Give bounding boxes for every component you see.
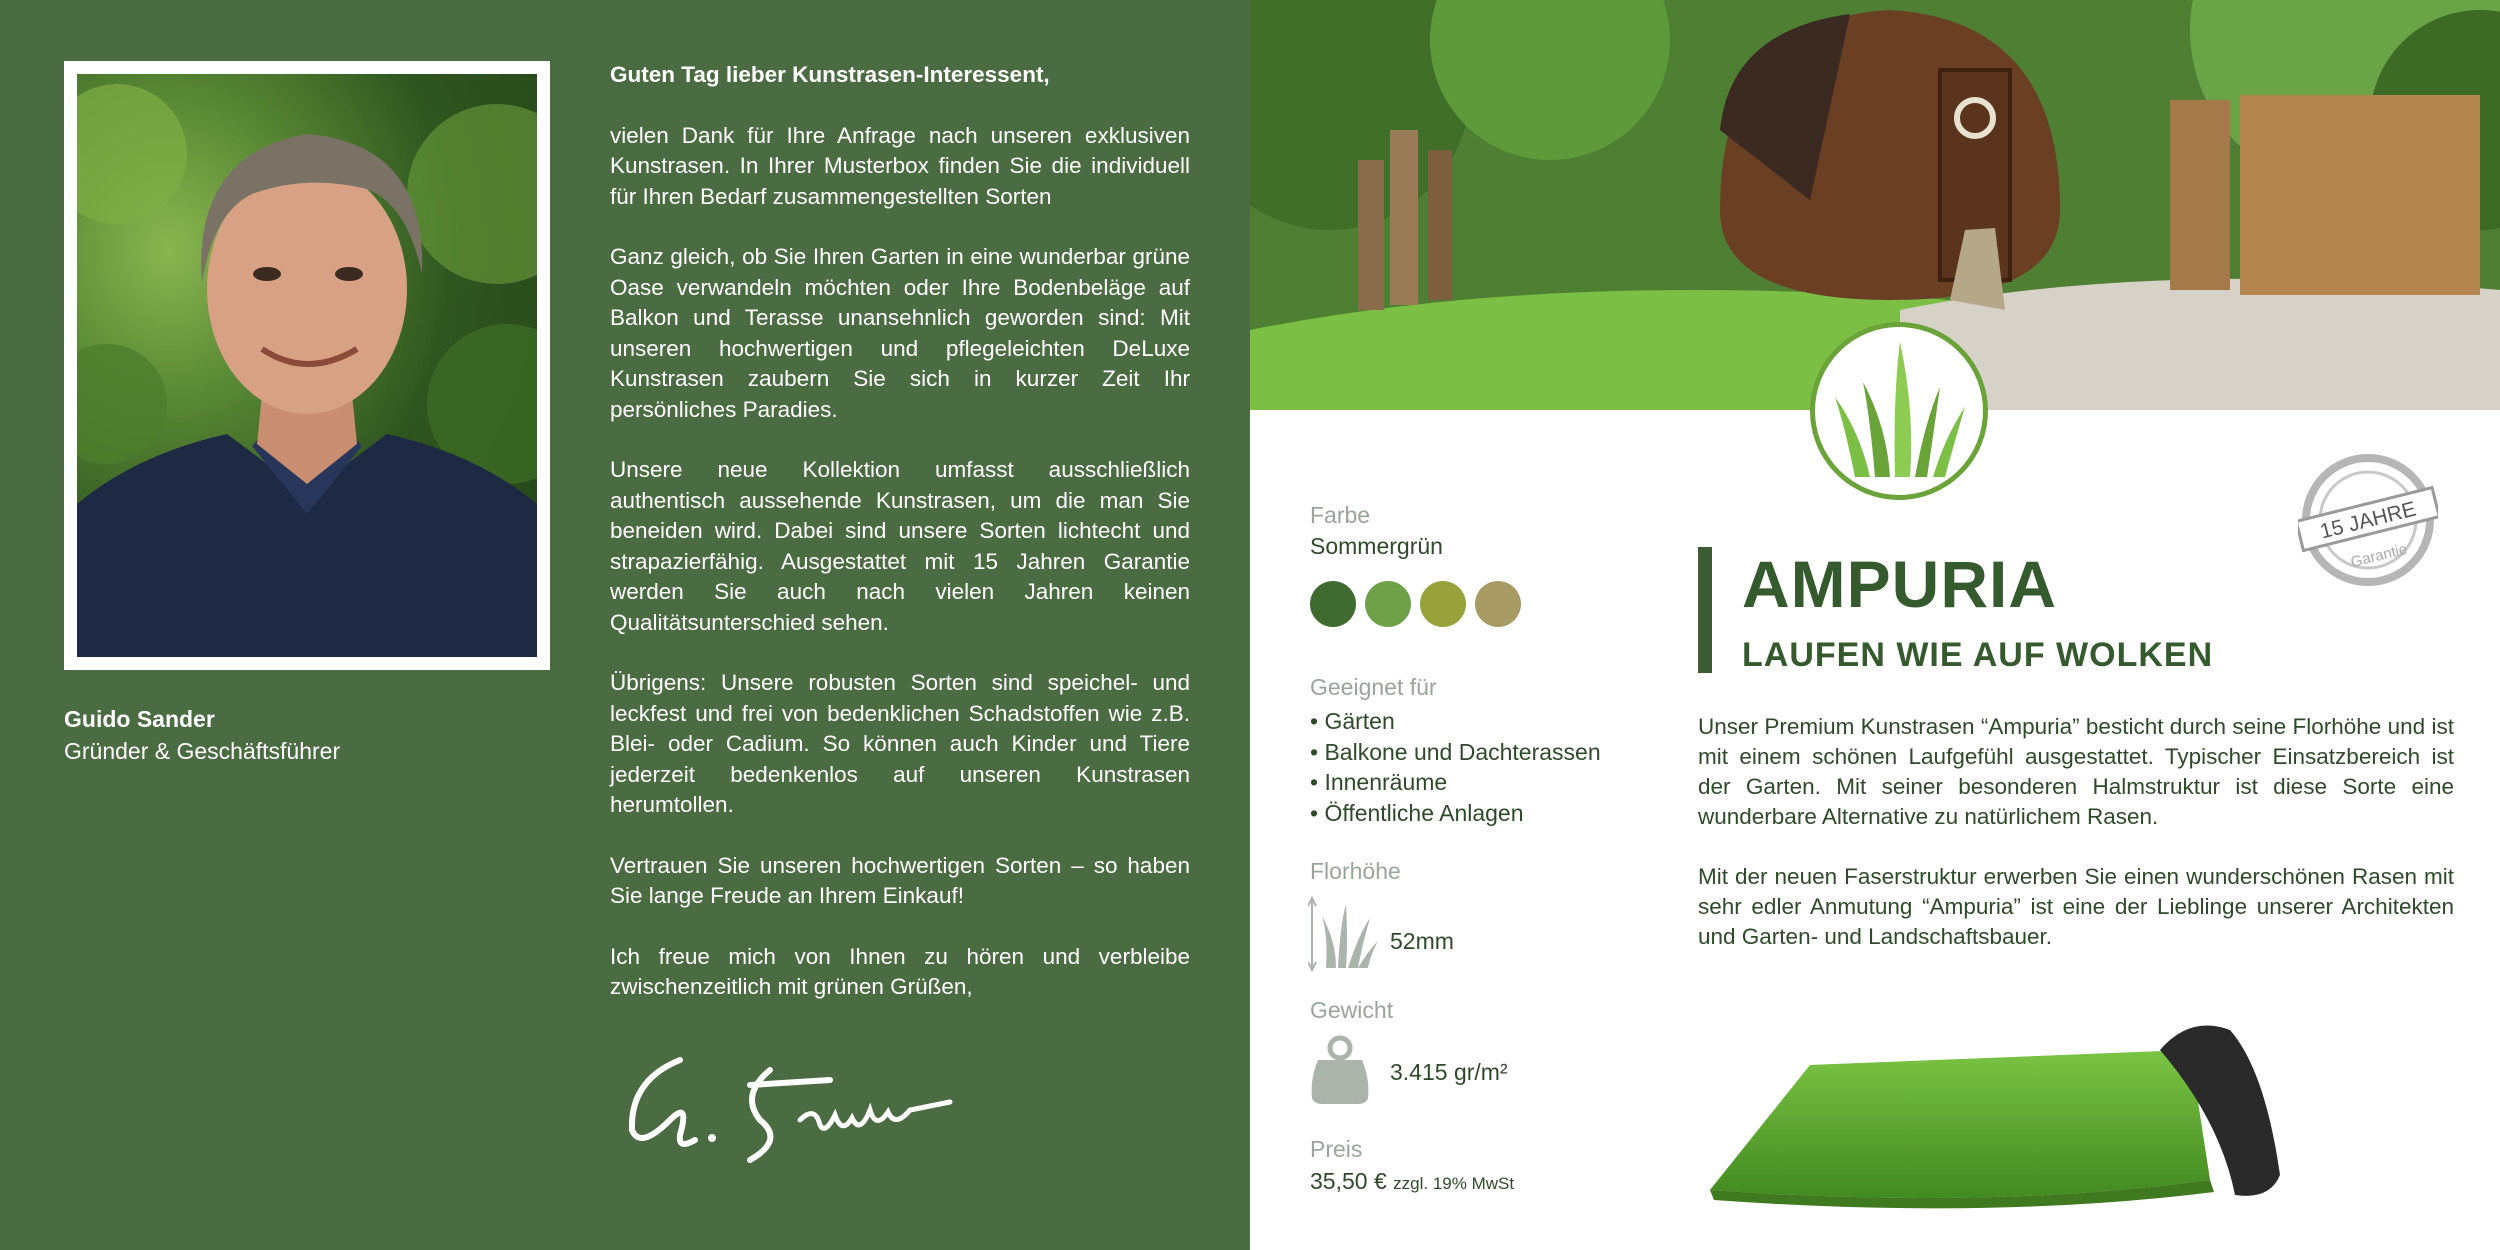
person-name: Guido Sander xyxy=(64,706,215,732)
weight-icon xyxy=(1310,1034,1370,1106)
weight-label: Gewicht xyxy=(1310,997,1394,1023)
product-description xyxy=(1698,712,2454,982)
product-tagline: LAUFEN WIE AUF WOLKEN xyxy=(1742,636,2214,674)
suitable-list xyxy=(1310,706,1601,828)
price-row xyxy=(1310,1168,1514,1195)
pile-height-value: 52mm xyxy=(1390,928,1454,954)
grass-blades-icon xyxy=(1815,327,1983,495)
description-paragraph: Unser Premium Kunstrasen “Ampuria” besticht durch seine Florhöhe und ist mit einem schönen Laufgefühl ausgestattet. Typischer Einsatzbereich ist der Garten. Mit seiner besonderen Halmstruktur ist diese Sorte eine wunderbare Alternative zu natürlichem Rasen. xyxy=(1698,714,2454,829)
letter-paragraph: Ganz gleich, ob Sie Ihren Garten in eine wunderbar grüne Oase verwandeln möchten oder Ihre Bodenbeläge auf Balkon und Terasse unansehnlich geworden sind: Mit unseren hochwertigen und pflegeleichten DeLuxe Kunstrasen zaubern Sie sich in kurzer Zeit Ihr persönliches Paradies. xyxy=(610,244,1190,422)
guarantee-stamp-icon xyxy=(2298,450,2438,590)
list-item: • Gärten xyxy=(1310,706,1601,737)
stamp-years: 15 JAHRE xyxy=(2317,497,2419,544)
description-paragraph: Mit der neuen Faserstruktur erwerben Sie einen wunderschönen Rasen mit sehr edler Anmutung “Ampuria” ist eine der Lieblinge unserer Architekten und Garten- und Landschaftsbauer. xyxy=(1698,864,2454,949)
letter-paragraph: Unsere neue Kollektion umfasst ausschließlich authentisch aussehende Kunstrasen, um die man Sie beneiden wird. Dabei sind unsere Sorten lichtecht und strapazierfähig. Ausgestattet mit 15 Jahren Garantie werden Sie auch nach vielen Jahren keinen Qualitätsunterschied sehen. xyxy=(610,457,1190,635)
grass-roll-image xyxy=(1690,1010,2290,1220)
letter-body xyxy=(610,60,1190,1033)
price-tax-note: zzgl. 19% MwSt xyxy=(1393,1174,1515,1193)
person-role: Gründer & Geschäftsführer xyxy=(64,738,341,764)
portrait-illustration xyxy=(77,74,537,657)
letter-paragraph: vielen Dank für Ihre Anfrage nach unseren exklusiven Kunstrasen. In Ihrer Musterbox finden Sie die individuell für Ihren Bedarf zusammengestellten Sorten xyxy=(610,122,1190,209)
stamp-guarantee: Garantie xyxy=(2349,540,2409,572)
color-label: Farbe xyxy=(1310,502,1371,528)
price-label: Preis xyxy=(1310,1136,1363,1162)
letter-paragraph: Ich freue mich von Ihnen zu hören und verbleibe zwischenzeitlich mit grünen Grüßen, xyxy=(610,943,1190,999)
product-page xyxy=(1250,0,2500,1250)
pile-height-label: Florhöhe xyxy=(1310,858,1401,884)
letter-paragraph: Übrigens: Unsere robusten Sorten sind speichel- und leckfest und frei von bedenklichen Schadstoffen wie z.B. Blei- oder Cadium. So können auch Kinder und Tiere jederzeit bedenkenlos auf unseren Kunstrasen herumtollen. xyxy=(610,670,1190,817)
grass-logo-badge xyxy=(1810,322,1988,500)
color-swatch xyxy=(1475,581,1521,627)
list-item: • Balkone und Dachterassen xyxy=(1310,737,1601,768)
product-title: AMPURIA xyxy=(1742,547,2057,621)
price-value: 35,50 € xyxy=(1310,1168,1387,1194)
color-swatch xyxy=(1420,581,1466,627)
letter-paragraph: Vertrauen Sie unseren hochwertigen Sorten – so haben Sie lange Freude an Ihrem Einkauf! xyxy=(610,852,1190,908)
portrait-frame xyxy=(64,61,550,670)
list-item: • Öffentliche Anlagen xyxy=(1310,798,1601,829)
suitable-label: Geeignet für xyxy=(1310,674,1437,700)
list-item: • Innenräume xyxy=(1310,767,1601,798)
portrait-photo xyxy=(77,74,537,657)
handwritten-signature xyxy=(620,1040,960,1170)
weight-value: 3.415 gr/m² xyxy=(1390,1059,1508,1085)
letter-greeting: Guten Tag lieber Kunstrasen-Interessent, xyxy=(610,62,1050,87)
color-swatch xyxy=(1310,581,1356,627)
title-accent-bar xyxy=(1698,547,1712,673)
color-swatch xyxy=(1365,581,1411,627)
color-value: Sommergrün xyxy=(1310,533,1443,559)
pile-height-icon xyxy=(1308,896,1380,972)
